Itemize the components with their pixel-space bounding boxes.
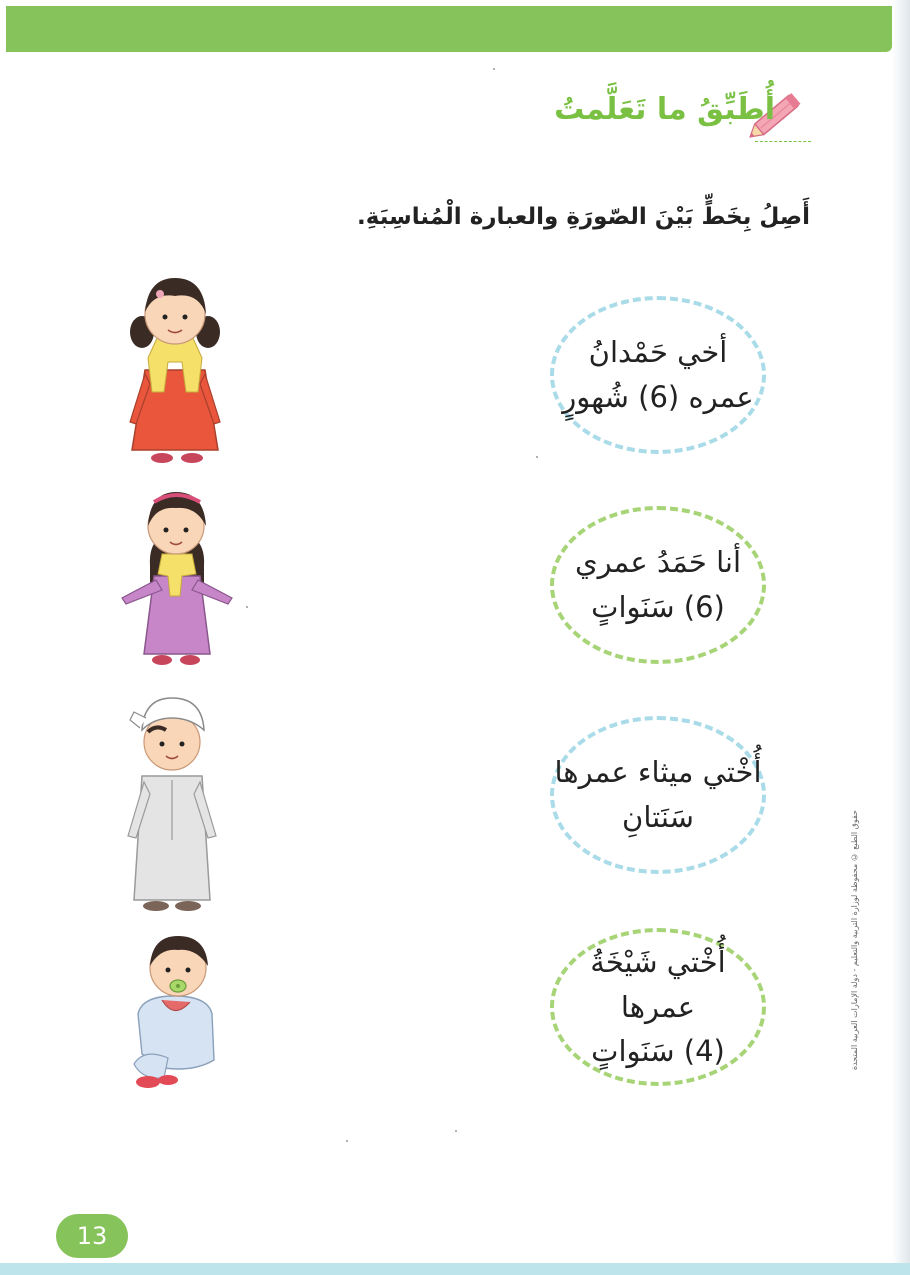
boy-white-kandura-icon[interactable] bbox=[120, 690, 224, 916]
phrase-line: أخي حَمْدانُ bbox=[588, 335, 728, 370]
phrase-line: (4) سَنَواتٍ bbox=[591, 1034, 725, 1069]
phrase-bubble-hamdan[interactable] bbox=[550, 296, 766, 454]
phrase-line: عمره (6) شُهورٍ bbox=[562, 380, 754, 414]
page-edge-shadow bbox=[892, 0, 910, 1275]
phrase-line: (6) سَنَواتٍ bbox=[591, 590, 725, 624]
top-color-band bbox=[6, 6, 892, 52]
baby-with-pacifier-icon[interactable] bbox=[124, 930, 224, 1092]
phrase-line: سَنَتانِ bbox=[622, 800, 694, 834]
phrase-bubble-maitha[interactable] bbox=[550, 716, 766, 874]
scan-speck bbox=[455, 1130, 457, 1132]
page-number: 13 bbox=[56, 1214, 128, 1258]
phrase-bubble-hamad[interactable] bbox=[550, 506, 766, 664]
copyright-note: حقوق الطبع © محفوظة لوزارة التربية والتعليم - دولة الإمارات العربية المتحدة bbox=[850, 810, 859, 1071]
bottom-color-band bbox=[0, 1263, 910, 1275]
title-underline bbox=[755, 141, 811, 142]
girl-purple-dress-icon[interactable] bbox=[112, 484, 242, 670]
phrase-line: أُخْتي ميثاء عمرها bbox=[554, 755, 762, 790]
scan-speck bbox=[493, 68, 495, 70]
section-title: أُطَبِّقُ ما تَعَلَّمتُ bbox=[554, 92, 775, 127]
scan-speck bbox=[536, 456, 538, 458]
scan-speck bbox=[246, 606, 248, 608]
girl-red-dress-icon[interactable] bbox=[120, 262, 230, 467]
exercise-instruction: أَصِلُ بِخَطٍّ بَيْنَ الصّورَةِ والعبارة الْمُناسِبَةِ. bbox=[357, 204, 810, 230]
scan-speck bbox=[346, 1140, 348, 1142]
phrase-line: أُخْتي شَيْخَةُ عمرها bbox=[590, 944, 726, 1024]
phrase-line: أنا حَمَدُ عمري bbox=[574, 545, 742, 580]
phrase-bubble-shaikha[interactable] bbox=[550, 928, 766, 1086]
